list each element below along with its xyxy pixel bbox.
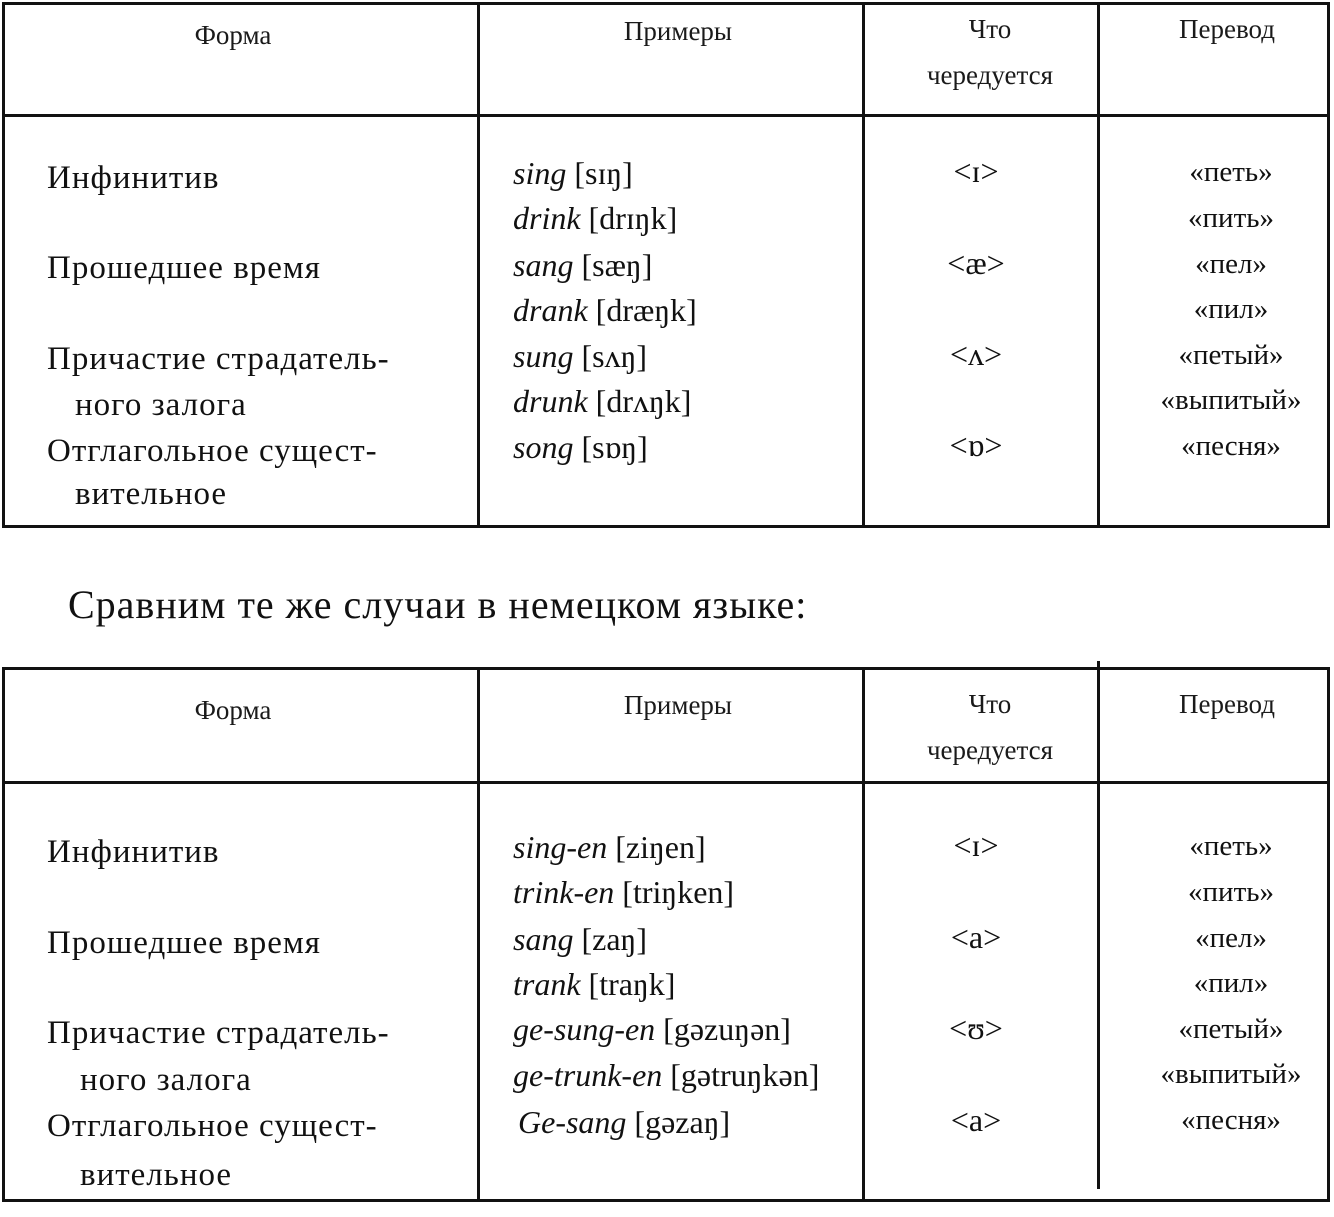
- example-entry: [513, 923, 647, 955]
- form-label: Прошедшее время: [47, 925, 321, 961]
- example-ipa: [ziŋen]: [615, 829, 706, 865]
- header-examples: Примеры: [623, 690, 733, 720]
- example-ipa: [triŋken]: [622, 874, 735, 910]
- translation: «выпитый»: [1160, 1058, 1302, 1090]
- table-border-bottom: [2, 1199, 1330, 1202]
- example-ipa: [sɪŋ]: [574, 155, 633, 191]
- form-label: Отглагольное сущест-: [47, 433, 378, 469]
- example-entry: [513, 876, 734, 908]
- form-label: Причастие страдатель-: [47, 1015, 390, 1051]
- example-word: sang: [513, 247, 574, 283]
- example-word: sing: [513, 155, 567, 191]
- example-word: drank: [513, 292, 588, 328]
- example-ipa: [sɒŋ]: [581, 429, 648, 465]
- example-word: sing-en: [513, 829, 608, 865]
- example-ipa: [gəzuŋən]: [663, 1011, 791, 1047]
- table-border-top: [2, 667, 1330, 670]
- example-ipa: [gəzaŋ]: [634, 1104, 731, 1140]
- form-label: Инфинитив: [47, 834, 220, 870]
- alternation-vowel: <ɒ>: [949, 427, 1003, 463]
- header-form: Форма: [194, 695, 272, 725]
- example-word: ge-sung-en: [513, 1011, 656, 1047]
- example-word: Ge-sang: [518, 1104, 627, 1140]
- caption-text: Сравним те же случаи в немецком языке:: [68, 582, 808, 627]
- alternation-vowel: <æ>: [947, 245, 1005, 281]
- table-border-left: [2, 667, 5, 1202]
- example-entry: [513, 831, 706, 863]
- example-ipa: [sʌŋ]: [581, 338, 648, 374]
- header-alternation-line1: Что: [968, 689, 1012, 719]
- alternation-vowel: <ʌ>: [949, 336, 1003, 372]
- translation: «песня»: [1181, 1104, 1281, 1136]
- alternation-vowel: <a>: [950, 1102, 1002, 1138]
- form-label: ного залога: [75, 387, 247, 423]
- table-header-divider: [2, 781, 1330, 784]
- alternation-vowel: <a>: [950, 919, 1002, 955]
- header-translation: Перевод: [1179, 14, 1275, 44]
- table-border-right: [1327, 667, 1330, 1202]
- header-alternation-line2: чередуется: [926, 735, 1054, 765]
- alternation-vowel: <ɪ>: [953, 153, 999, 189]
- alternation-vowel: <ɪ>: [953, 827, 999, 863]
- example-ipa: [gətruŋkən]: [670, 1057, 820, 1093]
- header-examples: Примеры: [623, 16, 733, 46]
- translation: «петь»: [1189, 830, 1273, 862]
- example-ipa: [drʌŋk]: [595, 383, 692, 419]
- translation: «пить»: [1188, 202, 1274, 234]
- example-entry: [513, 1013, 791, 1045]
- example-entry: [513, 968, 675, 1000]
- form-label: Причастие страдатель-: [47, 341, 390, 377]
- example-ipa: [sæŋ]: [581, 247, 653, 283]
- example-word: trink-en: [513, 874, 615, 910]
- example-ipa: [dræŋk]: [595, 292, 697, 328]
- translation: «петый»: [1178, 1013, 1284, 1045]
- translation: «пел»: [1195, 248, 1267, 280]
- example-word: ge-trunk-en: [513, 1057, 663, 1093]
- example-word: drunk: [513, 383, 588, 419]
- form-label: Инфинитив: [47, 160, 220, 196]
- column-divider: [477, 667, 480, 1202]
- header-form: Форма: [194, 20, 272, 50]
- example-word: sang: [513, 921, 574, 957]
- translation: «пил»: [1193, 967, 1269, 999]
- translation: «выпитый»: [1160, 384, 1302, 416]
- example-entry: [518, 1106, 730, 1138]
- header-translation: Перевод: [1179, 689, 1275, 719]
- form-label: Прошедшее время: [47, 250, 321, 286]
- header-alternation-line2: чередуется: [926, 60, 1054, 90]
- form-label: вительное: [80, 1157, 233, 1193]
- translation: «пел»: [1195, 922, 1267, 954]
- example-entry: [513, 1059, 819, 1091]
- form-label: Отглагольное сущест-: [47, 1108, 378, 1144]
- form-label: ного залога: [80, 1062, 252, 1098]
- translation: «песня»: [1181, 430, 1281, 462]
- column-divider: [1097, 661, 1100, 1189]
- translation: «пить»: [1188, 876, 1274, 908]
- example-word: trank: [513, 966, 581, 1002]
- translation: «петый»: [1178, 339, 1284, 371]
- example-ipa: [traŋk]: [588, 966, 676, 1002]
- translation: «пил»: [1193, 293, 1269, 325]
- example-word: drink: [513, 200, 581, 236]
- column-divider: [862, 667, 865, 1202]
- translation: «петь»: [1189, 156, 1273, 188]
- header-alternation-line1: Что: [968, 14, 1012, 44]
- example-word: song: [513, 429, 574, 465]
- form-label: вительное: [75, 476, 228, 512]
- example-word: sung: [513, 338, 574, 374]
- alternation-vowel: <ʊ>: [949, 1010, 1003, 1046]
- example-ipa: [drɪŋk]: [588, 200, 678, 236]
- example-ipa: [zaŋ]: [581, 921, 647, 957]
